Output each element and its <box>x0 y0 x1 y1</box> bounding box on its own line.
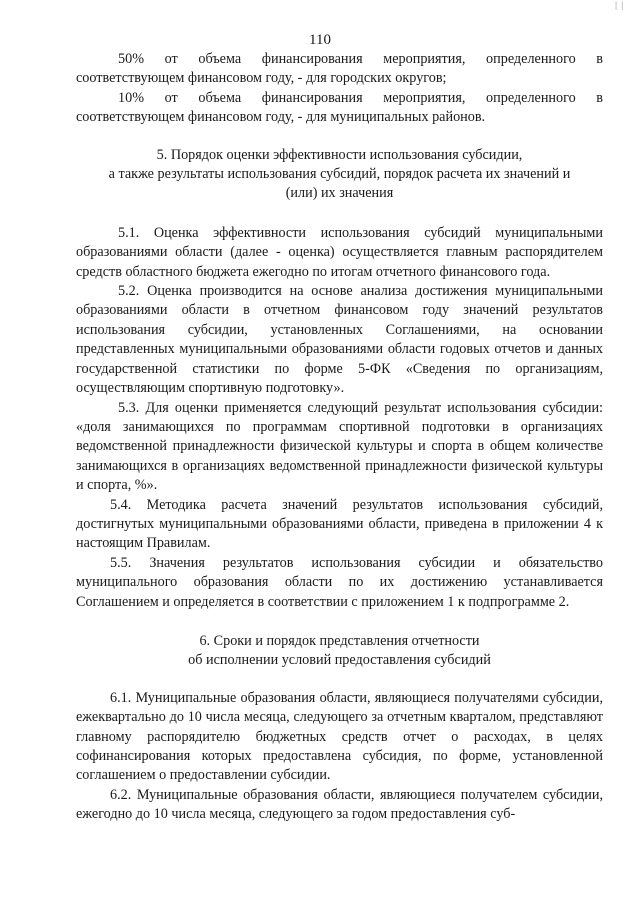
paragraph-top-2: 10% от объема финансирования мероприятия, определенного в соответствующем финансовом году, - для муниципальных районов. <box>76 89 603 126</box>
section-5-heading-line-1: 5. Порядок оценки эффективности использования субсидии, <box>156 146 523 163</box>
corner-mark: | | <box>615 0 624 10</box>
paragraph-top-1: 50% от объема финансирования мероприятия, определенного в соответствующем финансовом году, - для городских округов; <box>76 51 603 87</box>
document-body <box>76 50 603 825</box>
paragraph-5-1: 5.1. Оценка эффективности использования субсидий муниципальными образованиями области (далее - оценка) осуществляется главным распорядителем средств областного бюджета ежегодно по итогам отчетного финансового года. <box>76 224 603 280</box>
paragraph-5-4: 5.4. Методика расчета значений результатов использования субсидий, достигнутых муниципальными образованиями области, приведена в приложении 4 к настоящим Правилам. <box>76 496 603 552</box>
paragraph-5-5: 5.5. Значения результатов использования субсидии и обязательство муниципального образования области по их достижению устанавливается Соглашением и определяется в соответствии с приложением 1 к подпрограмме 2. <box>76 554 603 610</box>
section-5-heading-line-2: а также результаты использования субсидий, порядок расчета их значений и <box>108 166 571 183</box>
section-5-heading <box>76 146 603 204</box>
section-6-heading-line-1: 6. Сроки и порядок представления отчетности <box>199 632 480 649</box>
paragraph-5-2: 5.2. Оценка производится на основе анализа достижения муниципальными образованиями области в отчетном финансовом году значений результатов использования субсидии, установленных Соглашениями, на основании представленных муниципальными образованиями области годовых отчетов и данных государственной статистики по форме 5-ФК «Сведения по организациям, осуществляющим спортивную подготовку». <box>76 283 603 397</box>
paragraph-6-2: 6.2. Муниципальные образования области, являющиеся получателем субсидии, ежегодно до 10 числа месяца, следующего за годом предоставления суб- <box>76 786 603 823</box>
section-6-heading <box>76 632 603 671</box>
section-6-heading-line-2: об исполнении условий предоставления субсидий <box>188 652 491 669</box>
paragraph-6-1: 6.1. Муниципальные образования области, являющиеся получателями субсидии, ежеквартально до 10 числа месяца, следующего за отчетным кварталом, представляют главному распорядителю бюджетных средств отчет о расходах, в целях софинансирования которых предоставлена субсидия, по форме, установленной соглашением о предоставлении субсидии. <box>76 689 603 784</box>
section-5-heading-line-3: (или) их значения <box>285 185 394 202</box>
page-number: 110 <box>309 32 331 48</box>
paragraph-5-3: 5.3. Для оценки применяется следующий результат использования субсидии: «доля занимающихся по программам спортивной подготовки в организациях ведомственной принадлежности физической культуры и спорта в общем количестве занимающихся в организациях ведомственной принадлежности физической культуры и спорта, %». <box>76 399 603 494</box>
